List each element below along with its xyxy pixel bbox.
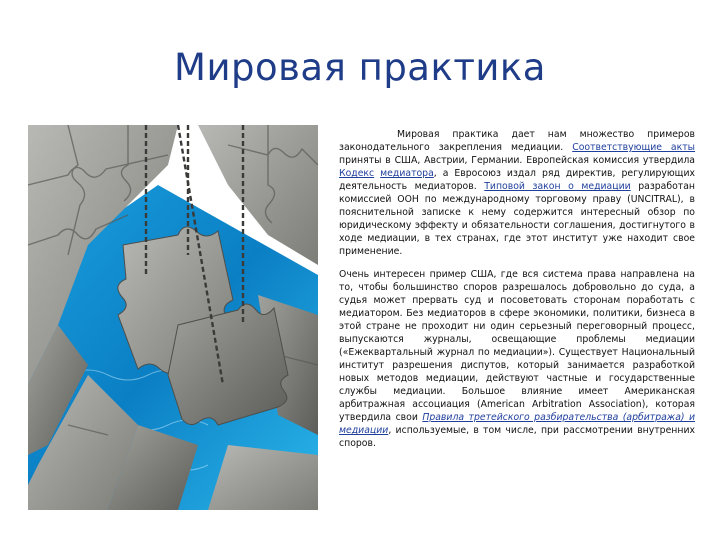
link-model-law[interactable]: Типовой закон о медиации [484, 181, 631, 192]
paragraph-1-text-3: , а Евросоюз издал ряд директив, регулирующих деятельность медиаторов. [339, 168, 695, 192]
slide-title: Мировая практика [174, 46, 546, 89]
body-text [339, 128, 695, 460]
paragraph-1-text-1: Мировая практика дает нам множество примеров законодательного закрепления медиации. [339, 129, 695, 153]
puzzle-chains-photo [28, 125, 318, 510]
link-code[interactable]: Кодекс [339, 168, 375, 179]
link-mediator[interactable]: медиатора [380, 168, 434, 179]
paragraph-2 [339, 268, 695, 450]
paragraph-1-text-4: разработан комиссией ООН по международному торговому праву (UNCITRAL), в пояснительной записке к нему содержится интересный обзор по юридическому эффекту и обязательности соглашения, достигнутого в ходе медиации, в тех странах, где этот институт уже находит свое применение. [339, 181, 695, 257]
paragraph-2-text-1: Очень интересен пример США, где вся система права направлена на то, чтобы большинство споров разрешалось добровольно до суда, а судья может прервать суд и посоветовать сторонам поработать с медиатором. Без медиаторов в сфере экономики, политики, бизнеса в этой стране не проходит ни один серьезный переговорный процесс, выпускаются журналы, освещающие проблемы медиации («Ежеквартальный журнал по медиации»). Существует Национальный институт разрешения диспутов, который занимается разработкой новых методов медиации, действуют частные и государственные службы медиации. Большое влияние имеет Американская арбитражная ассоциация (American Arbitration Association), которая утвердила свои [339, 269, 695, 423]
paragraph-1 [339, 128, 695, 258]
paragraph-1-text-2: приняты в США, Австрии, Германии. Европейская комиссия утвердила [339, 155, 695, 166]
paragraph-2-text-2: , используемые, в том числе, при рассмотрении внутренних споров. [339, 425, 695, 449]
link-arbitration-rules[interactable]: Правила третейского разбирательства (арбитража) и медиации [339, 412, 695, 436]
link-acts[interactable]: Соответствующие акты [572, 142, 695, 153]
